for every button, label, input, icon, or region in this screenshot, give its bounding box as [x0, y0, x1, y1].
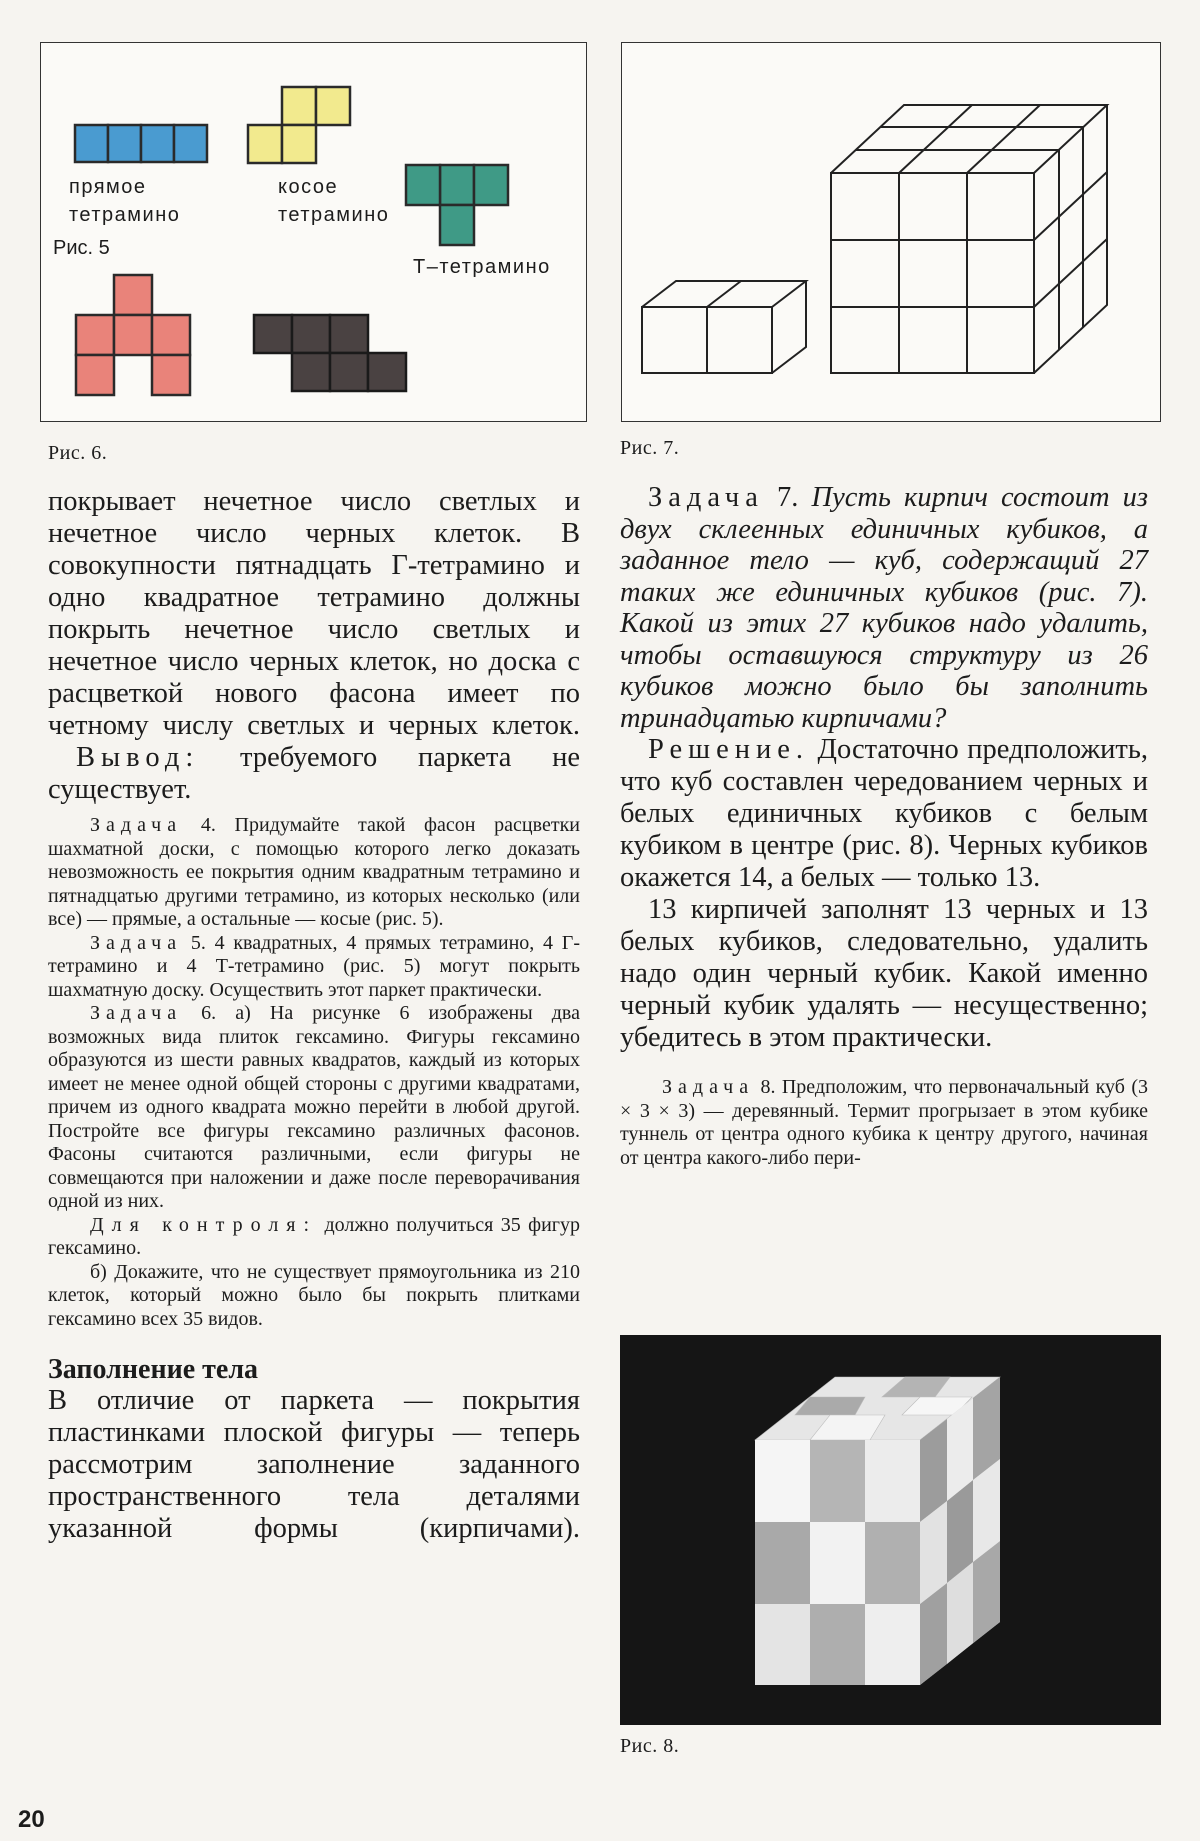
- conclusion-label: Вывод:: [76, 742, 200, 773]
- task-4: [48, 814, 580, 932]
- fig7-caption: Рис. 7.: [620, 437, 680, 459]
- task-6-text: 6. а) На рисунке 6 изображены два возможных вида плиток гексамино. Фигуры гексамино образуются из шести равных квадратов, каждый из которых имеет не менее одной общей стороны с другими квадратами, причем из одного квадрата можно перейти в любой другой. Постройте все фигуры гексамино различных фасонов. Фасоны считаются различными, если фигуры не совмещаются при наложении и даже после переворачивания одной из них.: [48, 1002, 580, 1212]
- right-column: [620, 482, 1148, 1170]
- task-5-text: 5. 4 квадратных, 4 прямых тетрамино, 4 Г-тетрамино и 4 Т-тетрамино (рис. 5) могут покрыть шахматную доску. Осуществить этот паркет практически.: [48, 931, 580, 1001]
- figure-8-photo: [620, 1335, 1161, 1725]
- figure-7: [621, 42, 1161, 422]
- conclusion-text: требуемого паркета не существует.: [48, 742, 580, 805]
- control-label: Для контроля:: [90, 1213, 318, 1236]
- task-5-label: Задача: [90, 931, 183, 954]
- t-label: Т–тетрамино: [413, 256, 551, 278]
- section-heading: Заполнение тела: [48, 1354, 259, 1385]
- task-8: [620, 1076, 1148, 1170]
- t-tetromino: [406, 165, 508, 245]
- skew-label-2: тетрамино: [278, 204, 390, 226]
- solution: [620, 734, 1148, 894]
- task-4-label: Задача: [90, 814, 183, 836]
- task-6-label: Задача: [90, 1002, 183, 1024]
- task-8-text: 8. Предположим, что первоначальный куб (3 × 3 × 3) — деревянный. Термит прогрызает в этом кубике туннель от центра одного кубика к центру другого, начиная от центра какого-либо пери-: [620, 1076, 1148, 1169]
- paragraph-parity: покрывает нечетное число светлых и нечетное число черных клеток. В совокупности пятнадцать Г-тетрамино и одно квадратное тетрамино должны покрыть нечетное число светлых и нечетное число черных клеток, но доска с расцветкой нового фасона имеет по четному числу светлых и черных клеток.: [48, 486, 580, 741]
- task-8-label: Задача: [662, 1076, 755, 1098]
- straight-label-2: тетрамино: [69, 204, 181, 226]
- cube-front-face: [755, 1440, 920, 1685]
- task-7-label: Задача: [648, 482, 764, 513]
- figure-5-6: [40, 42, 587, 422]
- task-5: [48, 932, 580, 1003]
- bricks-paragraph: 13 кирпичей заполнят 13 черных и 13 белых кубиков, следовательно, удалить надо один черный кубик. Какой именно черный кубик удалять — несущественно; убедитесь в этом практически.: [620, 894, 1148, 1053]
- fig5-caption: Рис. 5: [53, 237, 110, 259]
- fig8-caption: Рис. 8.: [620, 1735, 680, 1757]
- straight-tetromino: [75, 125, 207, 162]
- solution-text: Достаточно предположить, что куб составлен чередованием черных и белых единичных кубиков с белым кубиком в центре (рис. 8). Черных кубиков окажется 14, а белых — только 13.: [620, 734, 1148, 893]
- task-6: [48, 1002, 580, 1214]
- task-4-text: 4. Придумайте такой фасон расцветки шахматной доски, с помощью которого легко доказать невозможность ее покрытия одним квадратным тетрамино и пятнадцатью другими тетрамино, из которых несколько (или все) — прямые, а остальные — косые (рис. 5).: [48, 814, 580, 930]
- brick: [642, 281, 806, 373]
- control-text: должно получиться 35 фигур гексамино.: [48, 1213, 581, 1259]
- task-6b: б) Докажите, что не существует прямоугольника из 210 клеток, который можно было бы покрыть плитками гексамино всех 35 видов.: [48, 1260, 580, 1330]
- skew-tetromino: [248, 87, 350, 163]
- tetromino-figure: [41, 43, 586, 421]
- straight-label-1: прямое: [69, 176, 147, 198]
- solution-label: Решение.: [648, 734, 809, 765]
- checkered-cube: [620, 1335, 1161, 1725]
- pink-hexomino: [76, 275, 190, 395]
- left-column: [48, 486, 580, 1545]
- dark-hexomino: [254, 315, 406, 391]
- big-cube: [831, 105, 1107, 373]
- fig6-caption: Рис. 6.: [48, 442, 108, 464]
- cube-wireframe: [622, 43, 1160, 421]
- task-7-number: 7.: [763, 482, 812, 513]
- task-7-text: Пусть кирпич состоит из двух склеенных единичных кубиков, а заданное тело — куб, содержащий 27 таких же единичных кубиков (рис. 7). Какой из этих 27 кубиков надо удалить, чтобы оставшуюся структуру из 26 кубиков можно было бы заполнить тринадцатью кирпичами?: [620, 482, 1148, 734]
- skew-label-1: косое: [278, 176, 339, 198]
- control-note: [48, 1214, 580, 1261]
- task-7: [620, 482, 1148, 734]
- page-number: 20: [18, 1806, 45, 1833]
- section-intro: В отличие от паркета — покрытия пластинками плоской фигуры — теперь рассмотрим заполнение заданного пространственного тела деталями указанной формы (кирпичами).: [48, 1385, 580, 1544]
- conclusion-paragraph: [48, 742, 580, 806]
